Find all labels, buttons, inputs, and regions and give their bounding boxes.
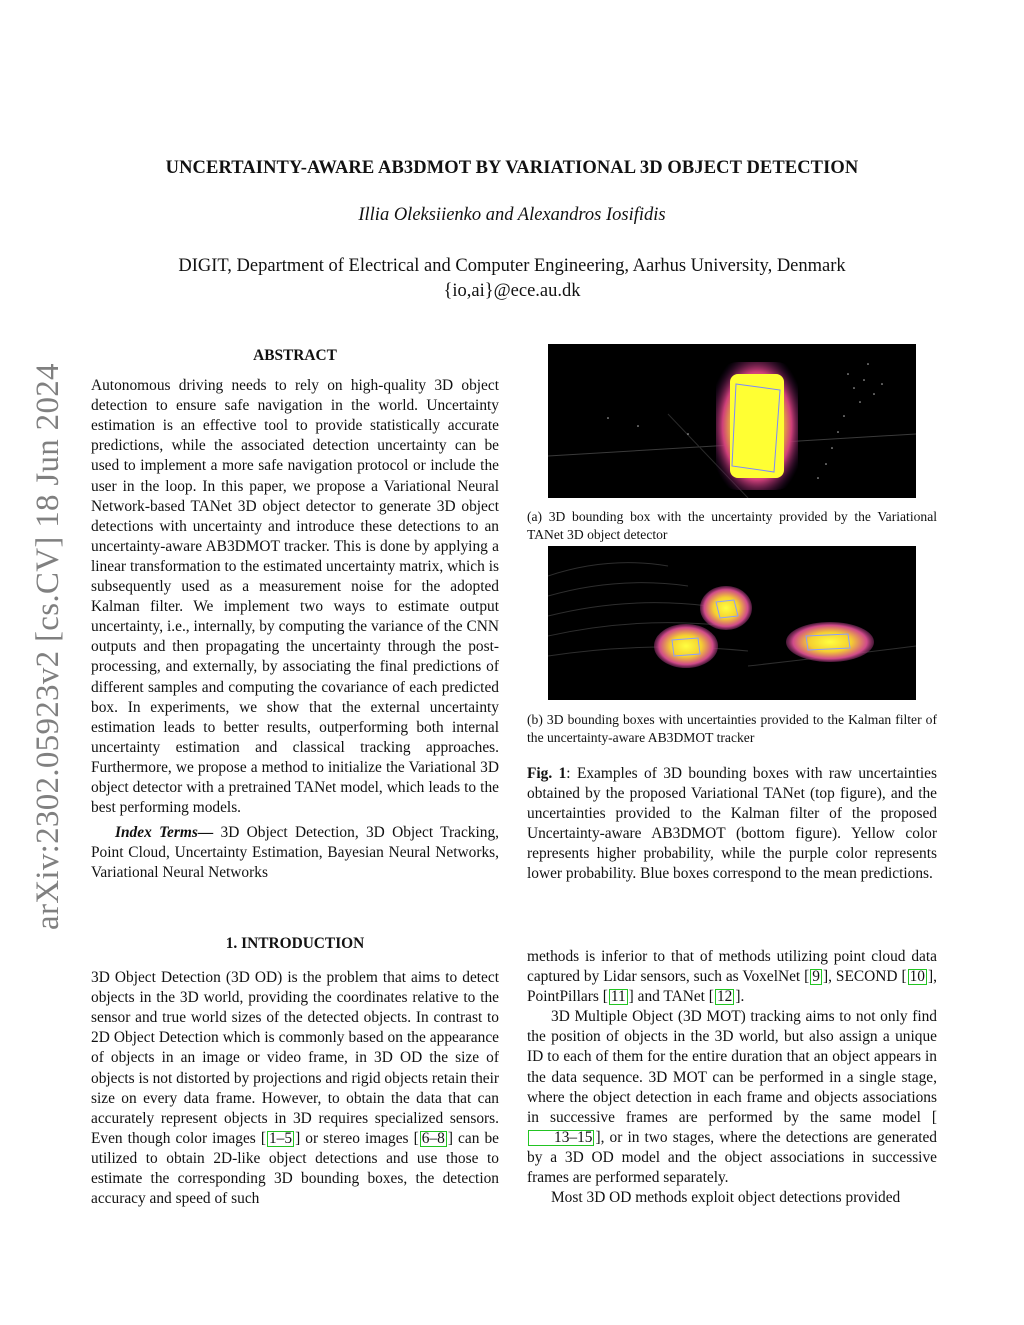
- text-run: or stereo images: [300, 1129, 414, 1147]
- arxiv-stamp: arXiv:2302.05923v2 [cs.CV] 18 Jun 2024: [30, 363, 66, 930]
- citation-12[interactable]: 12: [716, 988, 733, 1006]
- abstract-heading: ABSTRACT: [253, 347, 337, 364]
- caption-b: (b) 3D bounding boxes with uncertainties provided to the Kalman filter of the uncertainty-aware AB3DMOT tracker: [527, 712, 937, 745]
- panel-a-image: [548, 344, 916, 498]
- intro-paragraph-3: Most 3D OD methods exploit object detections provided: [551, 1189, 901, 1207]
- intro-right: [527, 947, 937, 1208]
- citation-1-5[interactable]: 1–5: [268, 1129, 293, 1147]
- text-run: , PointPillars: [527, 968, 937, 1006]
- authors: Illia Oleksiienko and Alexandros Iosifidis: [358, 205, 666, 225]
- index-terms-text: 3D Object Detection, 3D Object Tracking, Point Cloud, Uncertainty Estimation, Bayesian Neural Networks, Variational Neural Networks: [91, 824, 499, 882]
- text-run: methods is inferior to that of methods utilizing point cloud data captured by Lidar sensors, such as VoxelNet: [527, 948, 937, 986]
- citation-10[interactable]: 10: [909, 968, 925, 986]
- affiliation-block: [0, 254, 1024, 304]
- citation-13-15[interactable]: 13–15: [528, 1130, 594, 1146]
- index-terms-label: Index Terms—: [115, 824, 214, 842]
- uncertainty-blob: [700, 586, 752, 630]
- index-terms: [91, 823, 499, 883]
- figure-panel-b: [548, 546, 916, 700]
- text-run: can be utilized to obtain 2D-like object detections and use those to estimate the corresponding 3D bounding boxes, the detection accuracy and speed of such: [91, 1129, 499, 1208]
- email: {io,ai}@ece.au.dk: [443, 281, 581, 301]
- abstract-text: Autonomous driving needs to rely on high-quality 3D object detection to ensure safe navigation in the world. Uncertainty estimation is an effective tool to provide statistically accurate predictions, while the associated detection uncertainty can be used to implement a more safe navigation protocol or include the user in the loop. In this paper, we propose a Variational Neural Network-based TANet 3D object detector to generate 3D object detections with uncertainty and introduce these detections to an uncertainty-aware AB3DMOT tracker. This is done by applying a linear transformation to the estimated uncertainty matrix, which is subsequently used as a measurement noise for the adopted Kalman filter. We implement two ways to estimate output uncertainty, i.e., internally, by computing the variance of the CNN outputs and then propagating the uncertainty through the post-processing, and externally, by associating the final predictions of different samples and computing the covariance of each predicted box. In experiments, we show that the external uncertainty estimation leads to better results, outperforming both internal uncertainty estimation and classical tracking approaches. Furthermore, we propose a method to initialize the Variational 3D object detector with a pretrained TANet model, which leads to the best performing models.: [91, 377, 499, 817]
- text-run: 3D Object Detection (3D OD) is the problem that aims to detect objects in the 3D world, providing the coordinates relative to the sensor and true world sizes of the detected objects. In contrast to 2D Object Detection which is commonly based on the appearance of objects in an image or video frame, in 3D OD the size of objects is not distorted by projections and rigid objects retain their size on every data frame. However, to obtain the data that can accurately represent objects in 3D requires specialized sensors. Even though color images: [91, 969, 499, 1147]
- text-run: , SECOND: [828, 968, 902, 986]
- figure-panel-a: [548, 344, 916, 498]
- intro-heading: 1. INTRODUCTION: [225, 935, 365, 952]
- text-run: 3D Multiple Object (3D MOT) tracking aims to not only find the position of objects in the 3D world, but also assign a unique ID to each of them for the entire duration that an object appears in the data sequence. 3D MOT can be performed in a single stage, where the object detection in each frame and objects associations in successive frames are performed by the same model: [527, 1008, 937, 1126]
- intro-paragraph-1-continued: methods is inferior to that of methods utilizing point cloud data captured by Lidar sensors, such as VoxelNet [ 9 ], SECOND [ 10 ], PointPillars [ 11 ] and TANet [ 12 ].: [527, 948, 937, 1006]
- uncertainty-blob: [786, 622, 874, 662]
- intro-paragraph-1: 3D Object Detection (3D OD) is the problem that aims to detect objects in the 3D world, providing the coordinates relative to the sensor and true world sizes of the detected objects. In contrast to 2D Object Detection which is commonly based on the appearance of objects in an image or video frame, in 3D OD the size of objects is not distorted by projections and rigid objects retain their size on every data frame. However, to obtain the data that can accurately represent objects in 3D requires specialized sensors. Even though color images [ 1–5 ] or stereo images [ 6–8 ] can be utilized to obtain 2D-like object detections and use those to estimate the corresponding 3D bounding boxes, the detection accuracy and speed of such: [91, 969, 499, 1208]
- paper-title: UNCERTAINTY-AWARE AB3DMOT BY VARIATIONAL 3D OBJECT DETECTION: [165, 158, 859, 178]
- panel-b-image: [548, 546, 916, 700]
- affiliation: DIGIT, Department of Electrical and Computer Engineering, Aarhus University, Denmark: [178, 256, 846, 276]
- intro-left: [91, 934, 499, 1208]
- text-run: , or in two stages, where the detections are generated by a 3D OD model and the object associations in successive frames are performed separately.: [527, 1128, 937, 1187]
- text-run: .: [740, 988, 745, 1006]
- figure-1-caption: [527, 764, 937, 885]
- citation-6-8[interactable]: 6–8: [421, 1129, 445, 1147]
- citation-11[interactable]: 11: [610, 988, 626, 1006]
- text-run: and TANet: [633, 988, 709, 1006]
- figure-label: Fig. 1: [527, 765, 567, 782]
- left-column: [91, 346, 499, 883]
- figure-caption-text: : Examples of 3D bounding boxes with raw uncertainties obtained by the proposed Variational TANet (top figure), and the uncertainties provided to the Kalman filter of the proposed Uncertainty-aware AB3DMOT (bottom figure). Yellow color represents higher probability, while the purple color represents lower probability. Blue boxes correspond to the mean predictions.: [527, 765, 937, 883]
- intro-paragraph-2: 3D Multiple Object (3D MOT) tracking aims to not only find the position of objects in the 3D world, but also assign a unique ID to each of them for the entire duration that an object appears in the data sequence. 3D MOT can be performed in a single stage, where the object detection in each frame and objects associations in successive frames are performed by the same model [13–15 ], or in two stages, where the detections are generated by a 3D OD model and the object associations in successive frames are performed separately.: [527, 1008, 937, 1187]
- uncertainty-blob: [654, 624, 718, 668]
- caption-a: (a) 3D bounding box with the uncertainty provided by the Variational TANet 3D object detector: [527, 509, 937, 542]
- citation-9[interactable]: 9: [812, 968, 820, 986]
